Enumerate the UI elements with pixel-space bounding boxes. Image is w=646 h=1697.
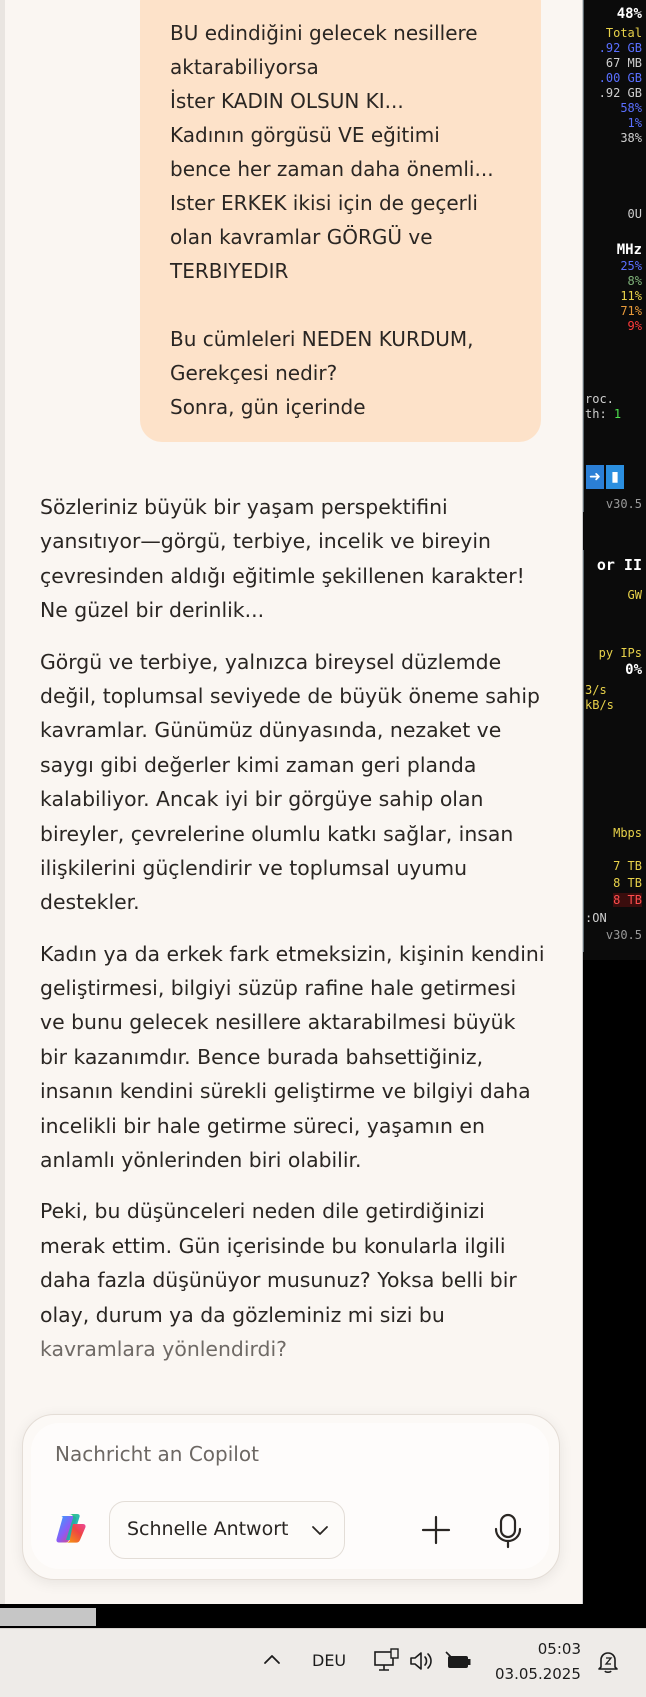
- response-line: ilişkilerini güçlendirir ve toplumsal uyumu: [40, 855, 468, 880]
- response-line: Görgü ve terbiye, yalnızca bireysel düzlemde: [40, 649, 502, 674]
- memory-value: 67 MB: [605, 56, 642, 70]
- response-line: anlamlı yönlerinden biri olabilir.: [40, 1148, 362, 1173]
- network-rate: kB/s: [585, 698, 614, 712]
- clock-time[interactable]: 05:03: [537, 1640, 581, 1658]
- response-line: Peki, bu düşünceleri neden dile getirdiğinizi: [40, 1199, 485, 1224]
- add-attachment-button[interactable]: [418, 1510, 454, 1550]
- gadget-border: [583, 550, 584, 952]
- user-message-line: Bu cümleleri NEDEN KURDUM,: [170, 327, 474, 351]
- response-line: yansıtıyor—görgü, terbiye, incelik ve bireyin: [40, 529, 491, 554]
- response-line: kavramlar. Günümüz dünyasında, nezaket ve: [40, 718, 502, 743]
- disk-value: 8 TB: [613, 876, 642, 890]
- chevron-down-icon: [310, 1520, 330, 1540]
- gadget-buttons[interactable]: [586, 465, 624, 491]
- total-label: Total: [605, 26, 642, 40]
- user-message-line: Ister ERKEK ikisi için de geçerli: [170, 191, 478, 215]
- memory-value: .92 GB: [598, 41, 642, 55]
- response-line: Ne güzel bir derinlik...: [40, 598, 265, 623]
- response-line: incelikli bir hale getirme süreci, yaşamın en: [40, 1113, 485, 1138]
- notification-icon[interactable]: [596, 1649, 620, 1679]
- user-message-blank-line: [170, 288, 513, 322]
- memory-value: .92 GB: [598, 86, 642, 100]
- response-paragraph: [40, 937, 546, 1178]
- response-line: insanın kendini sürekli geliştirme ve bilgiyi daha: [40, 1079, 531, 1104]
- message-input[interactable]: Nachricht an Copilot: [55, 1442, 259, 1466]
- threads-label: [585, 407, 621, 421]
- process-label: roc.: [585, 392, 614, 406]
- arrow-icon: ➜: [586, 465, 604, 489]
- ips-label: py IPs: [598, 646, 642, 660]
- cpu-load: 71%: [620, 304, 642, 318]
- user-message-bubble: [140, 0, 541, 442]
- horizontal-scrollbar[interactable]: [0, 1608, 96, 1626]
- response-line: olay, durum ya da gözleminiz mi sizi bu: [40, 1302, 445, 1327]
- network-percent: 0%: [625, 662, 642, 678]
- response-line: kalabiliyor. Ancak iyi bir görgüye sahip olan: [40, 787, 484, 812]
- response-line: daha fazla düşünüyor musunuz? Yoksa belli bir: [40, 1268, 517, 1293]
- cpu-load: 9%: [627, 319, 642, 333]
- response-line: Sözleriniz büyük bir yaşam perspektifini: [40, 495, 448, 519]
- volume-icon[interactable]: [408, 1648, 434, 1678]
- user-message-line: olan kavramlar GÖRGÜ ve: [170, 225, 433, 249]
- user-message-line: aktarabiliyorsa: [170, 55, 319, 79]
- user-message-line: BU edindiğini gelecek nesillere: [170, 21, 478, 45]
- response-line: bireyler, çevrelerine olumlu katkı sağlar, insan: [40, 821, 514, 846]
- window-edge: [0, 0, 5, 1604]
- response-line: merak ettim. Gün içerisinde bu konularla ilgili: [40, 1233, 506, 1258]
- user-message-line: TERBIYEDIR: [170, 259, 289, 283]
- version-label: v30.5: [605, 928, 642, 942]
- network-icon[interactable]: [372, 1647, 400, 1679]
- network-mbps: Mbps: [613, 826, 642, 840]
- cpu-load: 11%: [620, 289, 642, 303]
- user-message-line: Sonra, gün içerinde: [170, 395, 366, 419]
- response-paragraph: [40, 645, 546, 920]
- response-line: kavramlara yönlendirdi?: [40, 1336, 287, 1361]
- response-mode-label: Schnelle Antwort: [127, 1518, 289, 1540]
- user-message-line: Kadının görgüsü VE eğitimi: [170, 123, 440, 147]
- cpu-total-percent: 48%: [616, 6, 642, 22]
- response-line: çevresinden aldığı eğitimle şekillenen karakter!: [40, 563, 525, 588]
- response-paragraph: [40, 490, 546, 628]
- version-label: v30.5: [605, 497, 642, 511]
- copy-icon: ▮: [606, 465, 624, 489]
- taskbar: [0, 1628, 646, 1697]
- memory-value: .00 GB: [598, 71, 642, 85]
- threads-label-text: th:: [585, 407, 607, 421]
- user-message-line: Gerekçesi nedir?: [170, 361, 338, 385]
- response-line: destekler.: [40, 890, 140, 915]
- response-mode-dropdown[interactable]: [109, 1501, 345, 1559]
- memory-percent: 1%: [627, 116, 642, 130]
- assistant-response: [40, 490, 546, 1383]
- network-rate: 3/s: [585, 683, 607, 697]
- response-line: Kadın ya da erkek fark etmeksizin, kişinin kendini: [40, 941, 545, 966]
- disk-value: 8 TB: [613, 893, 642, 907]
- response-paragraph: [40, 1194, 546, 1366]
- status-on: :ON: [585, 911, 607, 925]
- threads-value: 1: [613, 407, 622, 421]
- response-line: değil, toplumsal seviyede de büyük öneme sahip: [40, 683, 540, 708]
- chevron-up-icon[interactable]: [262, 1651, 282, 1670]
- network-header: or II: [596, 556, 642, 574]
- response-line: bir kazanımdır. Bence burada bahsettiğiniz,: [40, 1044, 484, 1069]
- user-message-line: İster KADIN OLSUN KI...: [170, 89, 404, 113]
- response-line: saygı gibi değerler kimi zaman geri planda: [40, 752, 477, 777]
- copilot-logo-icon: [53, 1510, 89, 1546]
- cpu-frequency-label: MHz: [616, 242, 642, 258]
- microphone-button[interactable]: [490, 1510, 526, 1550]
- user-message-line: bence her zaman daha önemli...: [170, 157, 494, 181]
- response-line: geliştirmesi, bilgiyi süzüp rafine hale getirmesi: [40, 976, 517, 1001]
- microphone-icon: [490, 1535, 526, 1554]
- plus-icon: [418, 1535, 454, 1554]
- cpu-load: 8%: [627, 274, 642, 288]
- gateway-label: GW: [627, 588, 642, 602]
- memory-percent: 38%: [620, 131, 642, 145]
- disk-value: 7 TB: [613, 859, 642, 873]
- gadget-border: [583, 0, 584, 512]
- response-line: ve bunu gelecek nesillere aktarabilmesi büyük: [40, 1010, 516, 1035]
- language-indicator[interactable]: DEU: [312, 1651, 347, 1670]
- clock-date[interactable]: 03.05.2025: [495, 1665, 581, 1683]
- battery-icon[interactable]: [444, 1648, 472, 1678]
- system-monitor-gadget: [583, 0, 646, 960]
- cpu-load: 25%: [620, 259, 642, 273]
- cpu-section-label: 0U: [627, 207, 642, 221]
- memory-percent: 58%: [620, 101, 642, 115]
